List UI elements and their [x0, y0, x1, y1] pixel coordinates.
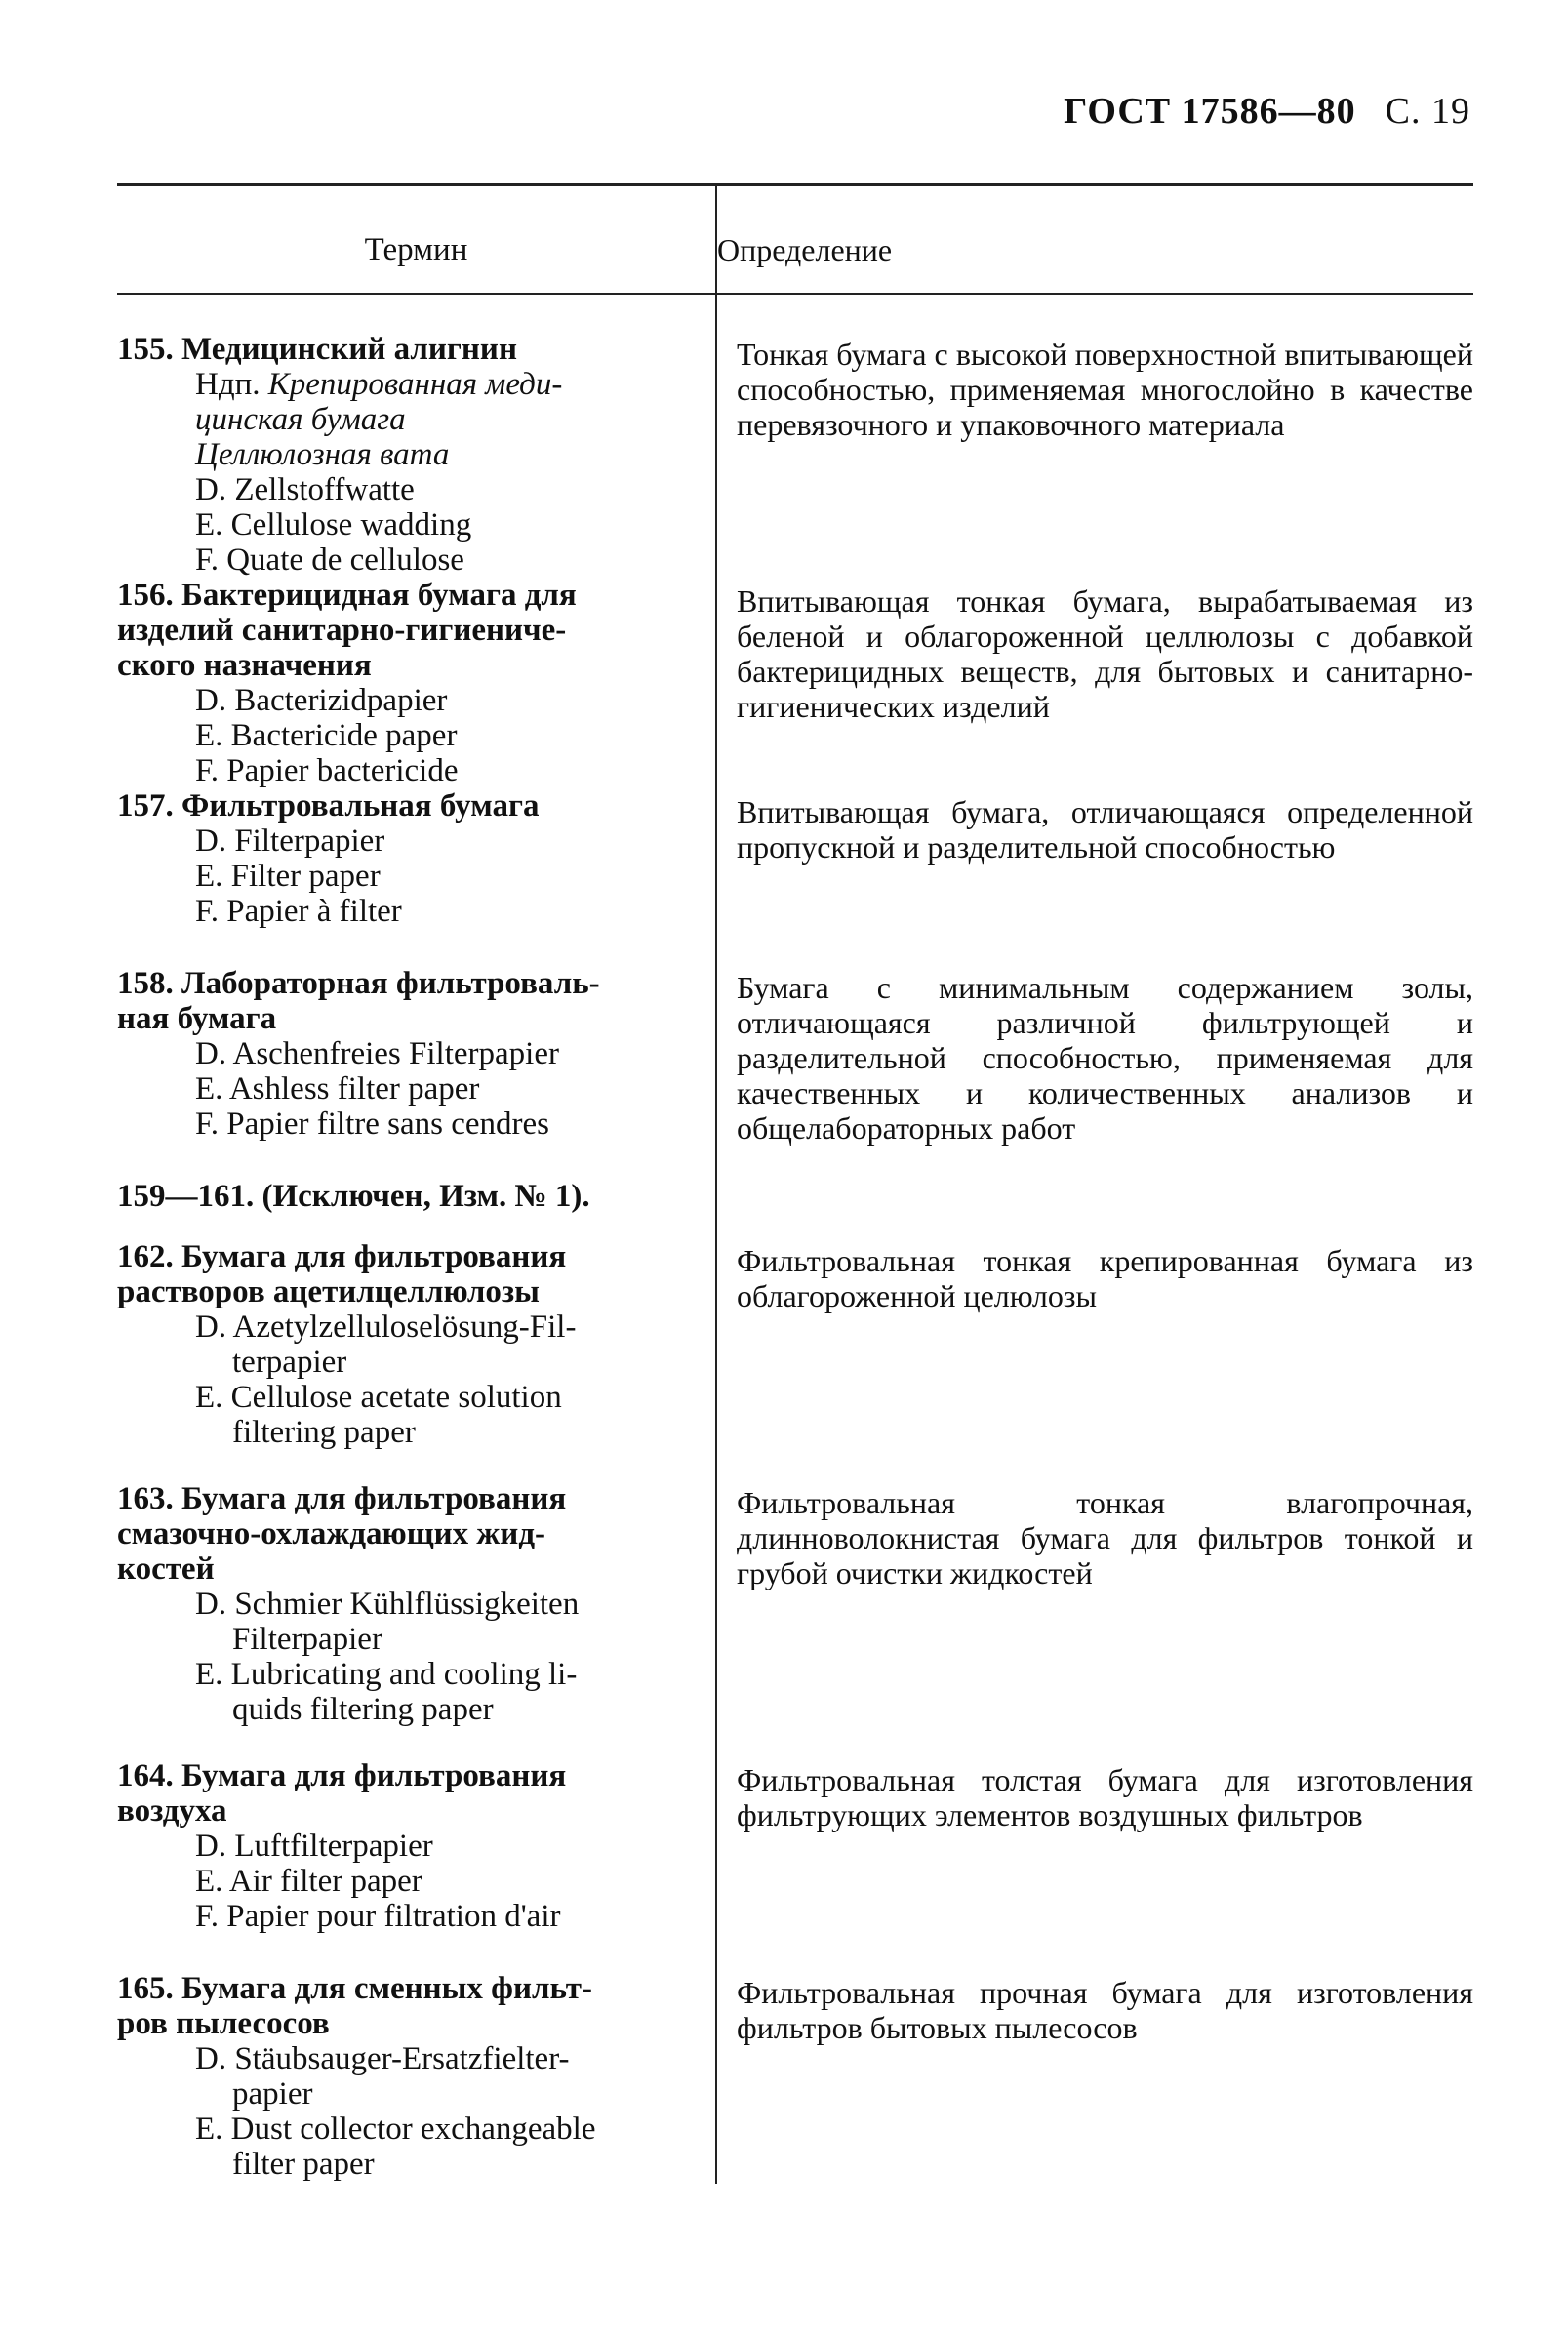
page-header [1064, 90, 1470, 133]
german-equivalent: D. Filterpapier [195, 824, 385, 859]
term-entry-156 [117, 578, 688, 788]
non-preferred-term-2: Целлюлозная вата [195, 437, 450, 472]
german-equivalent-cont: terpapier [232, 1345, 347, 1380]
column-divider [715, 183, 717, 2184]
non-preferred-term-cont: цинская бумага [195, 402, 406, 437]
english-equivalent: E. Cellulose acetate solution [195, 1380, 562, 1415]
definition-157: Впитывающая бумага, отличающаяся определенной пропускной и разделительной способностью [737, 794, 1473, 865]
english-equivalent: E. Filter paper [195, 859, 381, 894]
german-equivalent: D. Azetylzelluloselösung-Fil- [195, 1309, 577, 1345]
german-equivalent-cont: papier [232, 2076, 313, 2112]
german-equivalent: D. Aschenfreies Filterpapier [195, 1036, 559, 1071]
table-top-rule [117, 183, 1473, 186]
term-title-line-2: изделий санитарно-гигиениче- [117, 613, 567, 648]
non-preferred-term: Ндп. Крепированная меди- [195, 367, 563, 402]
term-title-line-1: 163. Бумага для фильтрования [117, 1481, 567, 1516]
definition-155: Тонкая бумага с высокой поверхностной впитывающей способностью, применяемая многослойно в качестве перевязочного и упаковочного материала [737, 337, 1473, 442]
french-equivalent: F. Papier à filter [195, 894, 402, 929]
term-title-line-1: 164. Бумага для фильтрования [117, 1758, 567, 1793]
german-equivalent: D. Zellstoffwatte [195, 472, 415, 507]
definition-164: Фильтровальная толстая бумага для изготовления фильтрующих элементов воздушных фильтров [737, 1762, 1473, 1832]
english-equivalent-cont: filtering paper [232, 1415, 416, 1450]
german-equivalent: D. Bacterizidpapier [195, 683, 448, 718]
term-entry-165 [117, 1971, 688, 2182]
french-equivalent: F. Papier bactericide [195, 753, 459, 788]
term-title: 155. Медицинский алигнин [117, 332, 517, 367]
german-equivalent-cont: Filterpapier [232, 1622, 382, 1657]
french-equivalent: F. Quate de cellulose [195, 543, 464, 578]
german-equivalent: D. Luftfilterpapier [195, 1829, 433, 1864]
english-equivalent: E. Bactericide paper [195, 718, 458, 753]
term-entry-158 [117, 966, 688, 1142]
term-title-line-1: 158. Лабораторная фильтроваль- [117, 966, 600, 1001]
definition-163: Фильтровальная тонкая влагопрочная, длинноволокнистая бумага для фильтров тонкой и грубой очистки жидкостей [737, 1485, 1473, 1590]
excluded-note: 159—161. (Исключен, Изм. № 1). [117, 1179, 590, 1214]
german-equivalent: D. Schmier Kühlflüssigkeiten [195, 1587, 580, 1622]
term-title-line-1: 156. Бактерицидная бумага для [117, 578, 577, 613]
term-entry-159-161 [117, 1179, 688, 1214]
column-header-definition: Определение [717, 232, 893, 267]
term-title-line-2: смазочно-охлаждающих жид- [117, 1516, 546, 1551]
term-title-line-3: ского назначения [117, 648, 372, 683]
french-equivalent: F. Papier pour filtration d'air [195, 1899, 561, 1934]
term-title-line-3: костей [117, 1551, 215, 1587]
term-title-line-2: ров пылесосов [117, 2006, 330, 2041]
term-entry-157 [117, 788, 688, 929]
page-number: С. 19 [1385, 91, 1470, 132]
english-equivalent: E. Cellulose wadding [195, 507, 472, 543]
standard-number: ГОСТ 17586—80 [1064, 91, 1356, 132]
term-title-line-1: 165. Бумага для сменных фильт- [117, 1971, 592, 2006]
table-header-rule [117, 293, 1473, 295]
term-entry-155 [117, 332, 688, 578]
english-equivalent: E. Air filter paper [195, 1864, 422, 1899]
english-equivalent: E. Lubricating and cooling li- [195, 1657, 578, 1692]
definition-158: Бумага с минимальным содержанием золы, отличающаяся различной фильтрующей и разделительной способностью, применяемая для качественных и количественных анализов и общелабораторных работ [737, 970, 1473, 1146]
english-equivalent: E. Ashless filter paper [195, 1071, 480, 1107]
definition-162: Фильтровальная тонкая крепированная бумага из облагороженной целюлозы [737, 1243, 1473, 1313]
column-header-term: Термин [364, 232, 468, 267]
term-entry-163 [117, 1481, 688, 1727]
definition-156: Впитывающая тонкая бумага, вырабатываемая из беленой и облагороженной целлюлозы с добавкой бактерицидных веществ, для бытовых и санитарно-гигиенических изделий [737, 584, 1473, 724]
term-entry-164 [117, 1758, 688, 1934]
term-title-line-1: 162. Бумага для фильтрования [117, 1239, 567, 1274]
french-equivalent: F. Papier filtre sans cendres [195, 1107, 549, 1142]
term-entry-162 [117, 1239, 688, 1450]
term-title-line-2: воздуха [117, 1793, 227, 1829]
term-title-line-2: растворов ацетилцеллюлозы [117, 1274, 540, 1309]
definition-165: Фильтровальная прочная бумага для изготовления фильтров бытовых пылесосов [737, 1975, 1473, 2045]
english-equivalent-cont: quids filtering paper [232, 1692, 494, 1727]
term-title-line-2: ная бумага [117, 1001, 277, 1036]
term-title: 157. Фильтровальная бумага [117, 788, 540, 824]
english-equivalent: E. Dust collector exchangeable [195, 2112, 596, 2147]
german-equivalent: D. Stäubsauger-Ersatzfielter- [195, 2041, 570, 2076]
english-equivalent-cont: filter paper [232, 2147, 375, 2182]
